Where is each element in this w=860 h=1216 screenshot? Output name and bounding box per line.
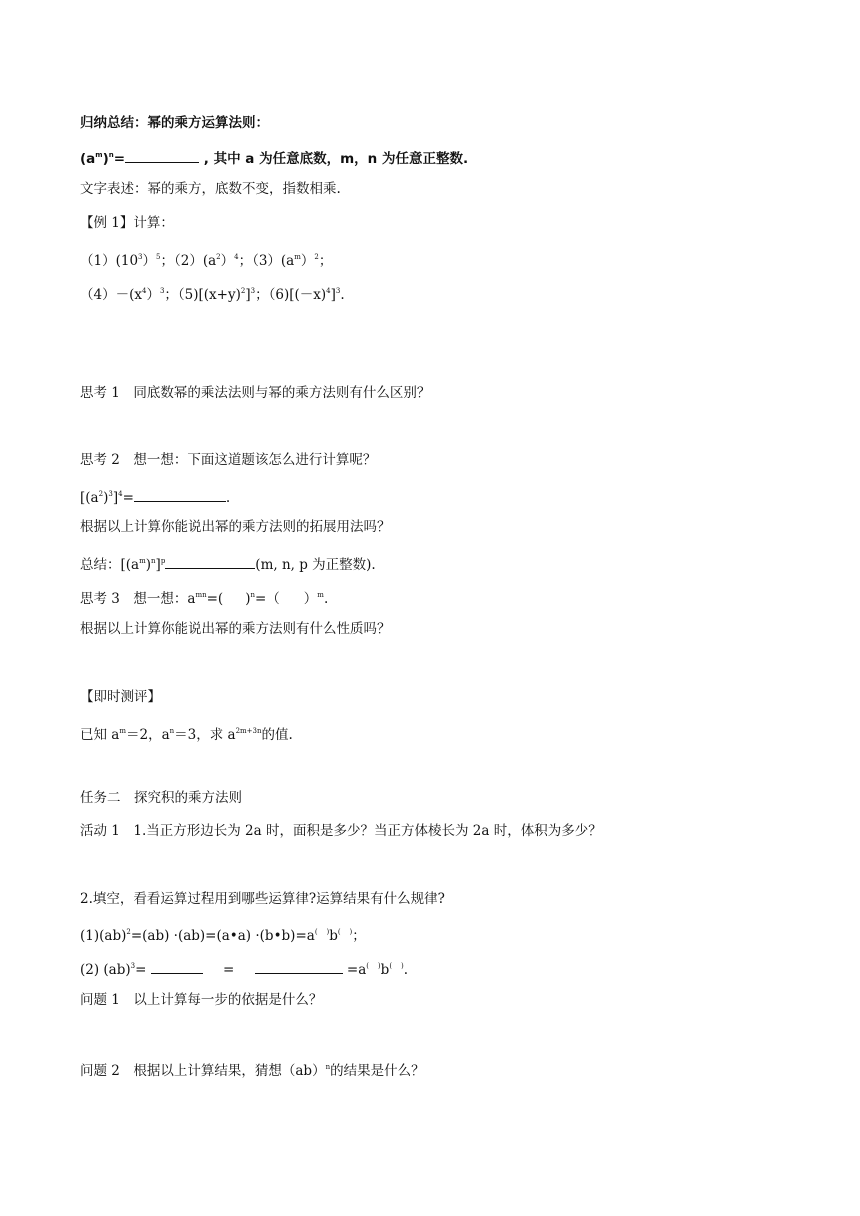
f2-d: =a <box>342 962 367 978</box>
text-description: 文字表述：幂的乘方，底数不变，指数相乘. <box>80 181 341 197</box>
think2-expr-b-sup: 3 <box>108 490 113 498</box>
think3-n2: m <box>317 591 324 599</box>
ex-row2-end: . <box>340 287 345 303</box>
quiz-d: 的值. <box>261 727 293 743</box>
think2-expr-a: [(a <box>80 490 99 506</box>
example1-row2 <box>80 282 345 304</box>
f2-e: b <box>380 962 390 978</box>
quiz-sup-m: m <box>119 727 126 735</box>
f2-sup: 3 <box>130 962 136 970</box>
think2-expression <box>80 485 230 507</box>
problem2-b: 的结果是什么？ <box>330 1063 425 1079</box>
summary-a: 总结：[(a <box>80 557 140 573</box>
summary-b: ) <box>145 557 152 573</box>
problem1-text: 问题 1 以上计算每一步的依据是什么？ <box>80 992 323 1008</box>
fill-formula-1 <box>80 923 366 945</box>
f1-end: ； <box>352 928 366 944</box>
think2-question: 根据以上计算你能说出幂的乘方法则的拓展用法吗？ <box>80 519 391 535</box>
ex-item-2: ；（2）(a <box>160 253 217 269</box>
fill-formula-2 <box>80 957 408 979</box>
summary-n: n <box>151 557 156 565</box>
think3-b: =( <box>206 591 224 607</box>
think3-c: ) <box>245 591 251 607</box>
quiz-sup-exp: 2m+3n <box>235 727 262 735</box>
formula-answer-blank[interactable] <box>125 150 199 163</box>
summary-m: m <box>139 557 146 565</box>
ex-item-5-exp: 3 <box>250 287 256 295</box>
f2-blank-1[interactable] <box>151 961 203 974</box>
think2-answer-blank[interactable] <box>134 489 226 502</box>
formula-base: (a <box>80 151 96 167</box>
formula-close: ) <box>102 151 109 167</box>
formula-tail: , 其中 a 为任意底数，m，n 为任意正整数. <box>199 151 469 167</box>
think2-expr-a-sup: 2 <box>98 490 104 498</box>
quiz-sup-n: n <box>169 727 175 735</box>
think2-expr-end: . <box>225 490 231 506</box>
formula-eq: = <box>113 151 126 167</box>
summary-tail: (m, n, p 为正整数). <box>255 557 376 573</box>
f2-c: = <box>218 962 239 978</box>
f2-b: = <box>135 962 151 978</box>
ex-item-4: （4）－(x <box>80 287 142 303</box>
quiz-a: 已知 a <box>80 727 120 743</box>
think2-expr-b: ) <box>103 490 109 506</box>
formula-m: m <box>95 151 103 159</box>
f1-a: (1)(ab) <box>80 928 127 944</box>
ex-item-1-exp: 5 <box>156 253 161 261</box>
f1-c: b <box>329 928 338 944</box>
ex-item-2-sup: 2 <box>216 253 221 261</box>
f1-sup: 2 <box>126 928 131 936</box>
task2-question2: 2.填空，看看运算过程用到哪些运算律?运算结果有什么规律? <box>80 891 445 907</box>
quiz-b: ＝2，a <box>125 727 170 743</box>
ex-item-3-close: ） <box>300 253 315 269</box>
activity1-text: 活动 1 1.当正方形边长为 2a 时，面积是多少？当正方体棱长为 2a 时，体积为多少？ <box>80 823 602 839</box>
formula-n: n <box>108 151 114 159</box>
summary-heading: 归纳总结：幂的乘方运算法则： <box>80 115 269 131</box>
ex-item-6-exp: 3 <box>335 287 341 295</box>
quiz-title: 【即时测评】 <box>80 689 161 705</box>
think3-title <box>80 586 328 608</box>
ex-item-4-close: ） <box>146 287 160 303</box>
example1-row1 <box>80 248 332 270</box>
think3-end: . <box>323 591 329 607</box>
think2-summary <box>80 552 376 574</box>
think3-e: ） <box>303 591 318 607</box>
ex-item-2-exp: 4 <box>234 253 239 261</box>
ex-item-5-sup: 2 <box>240 287 246 295</box>
quiz-problem <box>80 722 293 744</box>
task2-title: 任务二 探究积的乘方法则 <box>80 790 242 806</box>
ex-item-1: （1）(10 <box>80 253 139 269</box>
ex-item-6: ；（6)[(－x) <box>255 287 327 303</box>
f1-blank-2[interactable]: ( ) <box>337 928 353 936</box>
think3-question: 根据以上计算你能说出幂的乘方法则有什么性质吗？ <box>80 621 391 637</box>
think1-question: 思考 1 同底数幂的乘法法则与幂的乘方法则有什么区别？ <box>80 385 431 401</box>
think2-expr-eq: = <box>122 490 134 506</box>
f2-blank-2[interactable] <box>255 961 343 974</box>
ex-item-4-sup: 4 <box>141 287 147 295</box>
f1-b: =(ab) ·(ab)=(a•a) ·(b•b)=a <box>130 928 315 944</box>
ex-item-3-exp: 2 <box>314 253 319 261</box>
f2-blank-3[interactable]: ( ) <box>366 962 381 970</box>
summary-c: ] <box>155 557 161 573</box>
ex-item-6-close: ] <box>330 287 336 303</box>
summary-p: p <box>160 557 166 565</box>
ex-item-5-close: ] <box>245 287 251 303</box>
ex-item-1-close: ） <box>142 253 157 269</box>
ex-item-3: ；（3）(a <box>238 253 295 269</box>
ex-item-5: ；（5)[(x+y) <box>164 287 241 303</box>
ex-item-1-sup: 3 <box>138 253 143 261</box>
f2-end: . <box>403 962 408 978</box>
ex-item-6-sup: 4 <box>326 287 331 295</box>
ex-item-2-close: ） <box>220 253 235 269</box>
summary-answer-blank[interactable] <box>165 556 255 569</box>
problem2-sup: n <box>325 1063 331 1071</box>
f2-a: (2) (ab) <box>80 962 131 978</box>
quiz-c: ＝3，求 a <box>174 727 236 743</box>
problem2-text <box>80 1058 425 1080</box>
f1-blank-1[interactable]: ( ) <box>314 928 330 936</box>
ex-item-4-exp: 3 <box>159 287 165 295</box>
think3-sup: mn <box>195 591 207 599</box>
f2-blank-4[interactable]: ( ) <box>389 962 404 970</box>
problem2-a: 问题 2 根据以上计算结果，猜想（ab） <box>80 1063 326 1079</box>
ex-row1-end: ； <box>318 253 333 269</box>
think3-a: 思考 3 想一想：a <box>80 591 196 607</box>
power-rule-formula <box>80 146 468 168</box>
think2-expr-c-sup: 4 <box>118 490 123 498</box>
think2-title: 思考 2 想一想：下面这道题该怎么进行计算呢？ <box>80 452 377 468</box>
think3-d: =（ <box>254 591 280 607</box>
think3-n1: n <box>250 591 255 599</box>
think2-expr-c: ] <box>112 490 119 506</box>
ex-item-3-sup: m <box>294 253 301 261</box>
example1-title: 【例 1】计算： <box>80 215 174 231</box>
